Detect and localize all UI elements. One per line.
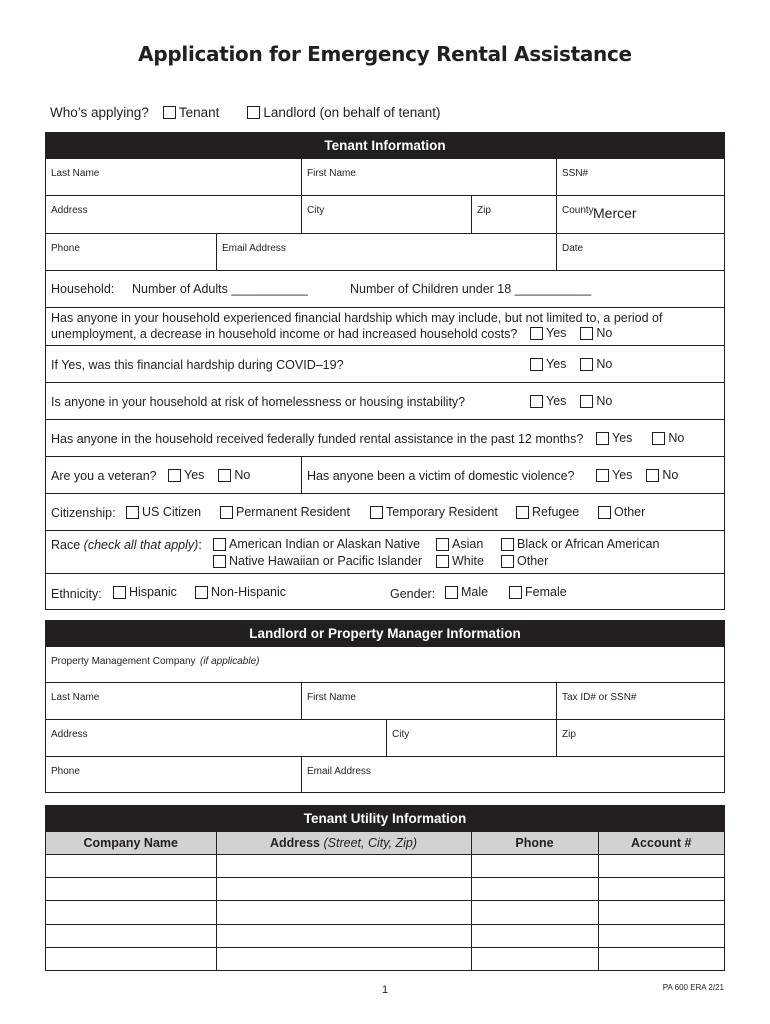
utility-phone-cell[interactable] xyxy=(471,901,598,924)
veteran-yes-checkbox[interactable] xyxy=(168,469,181,482)
hispanic-checkbox[interactable] xyxy=(113,586,126,599)
applicant-type-row xyxy=(50,105,441,120)
landlord-email-label: Email Address xyxy=(307,766,371,777)
citizenship-temporary-resident[interactable] xyxy=(370,505,498,519)
federal-assistance-no-checkbox[interactable] xyxy=(652,432,665,445)
gender-male[interactable] xyxy=(445,585,488,599)
landlord-zip-label: Zip xyxy=(562,729,576,740)
utility-account-cell[interactable] xyxy=(598,855,724,878)
federal-assistance-yes-label: Yes xyxy=(612,431,633,445)
domestic-violence-question: Has anyone been a victim of domestic violence? xyxy=(307,469,575,483)
race-other-label: Other xyxy=(517,554,549,568)
covid-row xyxy=(46,345,724,382)
female-label: Female xyxy=(525,585,567,599)
citizenship-permanent-resident[interactable] xyxy=(220,505,350,519)
table-row xyxy=(46,947,724,970)
hawaiian-checkbox[interactable] xyxy=(213,555,226,568)
tenant-information-section xyxy=(45,132,725,610)
utility-phone-cell[interactable] xyxy=(471,878,598,901)
landlord-last-name-field[interactable] xyxy=(46,683,301,719)
utility-address-cell[interactable] xyxy=(216,855,471,878)
landlord-address-label: Address xyxy=(51,729,88,740)
utility-company-cell[interactable] xyxy=(46,878,216,901)
property-management-row xyxy=(46,646,724,682)
homelessness-risk-row xyxy=(46,382,724,419)
column-address-note: (Street, City, Zip) xyxy=(323,836,418,850)
tenant-county-field[interactable] xyxy=(556,196,724,233)
utility-address-cell[interactable] xyxy=(216,924,471,947)
domestic-violence-yes-checkbox[interactable] xyxy=(596,469,609,482)
race-american-indian[interactable] xyxy=(213,537,420,551)
tenant-name-row xyxy=(46,158,724,195)
utility-company-cell[interactable] xyxy=(46,855,216,878)
federal-assistance-yes[interactable] xyxy=(596,431,632,445)
landlord-option-label: Landlord (on behalf of tenant) xyxy=(263,105,441,120)
tenant-contact-row xyxy=(46,233,724,270)
black-label: Black or African American xyxy=(517,537,660,551)
household-label: Household: xyxy=(51,282,115,296)
non-hispanic-label: Non-Hispanic xyxy=(211,585,287,599)
homelessness-risk-yes-checkbox[interactable] xyxy=(530,395,543,408)
financial-hardship-no-checkbox[interactable] xyxy=(580,327,593,340)
utility-address-cell[interactable] xyxy=(216,947,471,970)
domestic-violence-options xyxy=(596,468,678,482)
citizenship-other[interactable] xyxy=(598,505,645,519)
tenant-last-name-field[interactable] xyxy=(46,159,301,195)
federal-assistance-yes-checkbox[interactable] xyxy=(596,432,609,445)
utility-company-cell[interactable] xyxy=(46,947,216,970)
male-checkbox[interactable] xyxy=(445,586,458,599)
household-row xyxy=(46,270,724,307)
citizenship-us-citizen[interactable] xyxy=(126,505,201,519)
landlord-tax-id-field[interactable] xyxy=(556,683,724,719)
table-row xyxy=(46,924,724,947)
gender-label: Gender: xyxy=(390,587,436,601)
tenant-address-row xyxy=(46,195,724,233)
citizenship-row xyxy=(46,493,724,530)
tenant-city-label: City xyxy=(307,205,325,216)
landlord-option[interactable] xyxy=(247,105,440,120)
utility-table-header-row xyxy=(46,832,724,855)
column-company-name: Company Name xyxy=(46,832,216,855)
white-label: White xyxy=(452,554,484,568)
race-asian[interactable] xyxy=(436,537,483,551)
american-indian-label: American Indian or Alaskan Native xyxy=(229,537,421,551)
tenant-email-field[interactable] xyxy=(216,234,556,270)
domestic-violence-no-label: No xyxy=(662,468,679,482)
tenant-county-label: County xyxy=(562,205,594,216)
utility-company-cell[interactable] xyxy=(46,901,216,924)
homelessness-risk-no-checkbox[interactable] xyxy=(580,395,593,408)
domestic-violence-yes-label: Yes xyxy=(612,468,633,482)
tenant-utility-section xyxy=(45,805,725,971)
column-phone: Phone xyxy=(471,832,598,855)
covid-no-checkbox[interactable] xyxy=(580,358,593,371)
tenant-zip-field[interactable] xyxy=(471,196,556,233)
tenant-last-name-label: Last Name xyxy=(51,168,100,179)
landlord-email-field[interactable] xyxy=(301,757,724,792)
federal-assistance-row xyxy=(46,419,724,456)
tenant-option-label: Tenant xyxy=(178,105,220,120)
covid-options xyxy=(530,357,618,371)
table-row xyxy=(46,901,724,924)
veteran-question: Are you a veteran? xyxy=(51,469,157,483)
federal-assistance-options xyxy=(596,431,690,445)
tenant-utility-header: Tenant Utility Information xyxy=(46,806,724,831)
race-label-colon: : xyxy=(198,538,202,552)
tenant-option[interactable] xyxy=(163,105,220,120)
column-address xyxy=(216,832,471,855)
homelessness-risk-no-label: No xyxy=(596,394,613,408)
landlord-information-header: Landlord or Property Manager Information xyxy=(46,621,724,646)
race-label-group xyxy=(51,538,202,552)
refugee-label: Refugee xyxy=(532,505,580,519)
utility-account-cell[interactable] xyxy=(598,947,724,970)
landlord-information-section xyxy=(45,620,725,793)
homelessness-risk-options xyxy=(530,394,618,408)
homelessness-risk-question: Is anyone in your household at risk of homelessness or housing instability? xyxy=(51,395,466,409)
american-indian-checkbox[interactable] xyxy=(213,538,226,551)
landlord-checkbox[interactable] xyxy=(247,106,260,119)
column-account: Account # xyxy=(598,832,724,855)
female-checkbox[interactable] xyxy=(509,586,522,599)
white-checkbox[interactable] xyxy=(436,555,449,568)
veteran-yes[interactable] xyxy=(168,468,204,482)
landlord-contact-row xyxy=(46,756,724,792)
landlord-city-field[interactable] xyxy=(386,720,556,756)
ethnicity-hispanic[interactable] xyxy=(113,585,177,599)
covid-no-label: No xyxy=(596,357,613,371)
male-label: Male xyxy=(461,585,489,599)
temporary-resident-label: Temporary Resident xyxy=(386,505,498,519)
veteran-cell xyxy=(46,457,301,493)
hispanic-label: Hispanic xyxy=(129,585,177,599)
utility-phone-cell[interactable] xyxy=(471,924,598,947)
homelessness-risk-yes[interactable] xyxy=(530,394,566,408)
race-note: (check all that apply) xyxy=(83,538,199,552)
federal-assistance-no-label: No xyxy=(668,431,685,445)
utility-account-cell[interactable] xyxy=(598,901,724,924)
property-management-company-label: Property Management Company xyxy=(51,656,196,667)
utility-address-cell[interactable] xyxy=(216,878,471,901)
gender-female[interactable] xyxy=(509,585,567,599)
veteran-no[interactable] xyxy=(218,468,250,482)
tenant-date-label: Date xyxy=(562,243,584,254)
race-other[interactable] xyxy=(501,554,548,568)
asian-label: Asian xyxy=(452,537,484,551)
ethnicity-label: Ethnicity: xyxy=(51,587,102,601)
utility-phone-cell[interactable] xyxy=(471,947,598,970)
landlord-first-name-field[interactable] xyxy=(301,683,556,719)
landlord-name-row xyxy=(46,682,724,719)
financial-hardship-no[interactable] xyxy=(580,326,612,340)
permanent-resident-label: Permanent Resident xyxy=(236,505,350,519)
table-row xyxy=(46,855,724,878)
citizenship-refugee[interactable] xyxy=(516,505,579,519)
veteran-no-checkbox[interactable] xyxy=(218,469,231,482)
veteran-no-label: No xyxy=(234,468,251,482)
landlord-zip-field[interactable] xyxy=(556,720,724,756)
financial-hardship-question-line2: unemployment, a decrease in household income or had increased household costs? xyxy=(51,327,518,341)
page-title: Application for Emergency Rental Assistance xyxy=(138,42,632,66)
utility-company-cell[interactable] xyxy=(46,924,216,947)
ethnicity-gender-row xyxy=(46,573,724,609)
financial-hardship-yes-label: Yes xyxy=(546,326,567,340)
black-checkbox[interactable] xyxy=(501,538,514,551)
permanent-resident-checkbox[interactable] xyxy=(220,506,233,519)
us-citizen-label: US Citizen xyxy=(142,505,202,519)
hawaiian-label: Native Hawaiian or Pacific Islander xyxy=(229,554,423,568)
temporary-resident-checkbox[interactable] xyxy=(370,506,383,519)
domestic-violence-cell xyxy=(301,457,724,493)
tenant-address-field[interactable] xyxy=(46,196,301,233)
asian-checkbox[interactable] xyxy=(436,538,449,551)
domestic-violence-no-checkbox[interactable] xyxy=(646,469,659,482)
federal-assistance-no[interactable] xyxy=(652,431,684,445)
homelessness-risk-no[interactable] xyxy=(580,394,612,408)
tenant-county-value: Mercer xyxy=(593,205,637,221)
landlord-phone-field[interactable] xyxy=(46,757,301,792)
utility-phone-cell[interactable] xyxy=(471,855,598,878)
non-hispanic-checkbox[interactable] xyxy=(195,586,208,599)
property-management-company-note: (if applicable) xyxy=(199,656,260,667)
tenant-checkbox[interactable] xyxy=(163,106,176,119)
race-row xyxy=(46,530,724,573)
covid-yes-label: Yes xyxy=(546,357,567,371)
landlord-city-label: City xyxy=(392,729,410,740)
race-white[interactable] xyxy=(436,554,484,568)
citizenship-other-checkbox[interactable] xyxy=(598,506,611,519)
table-row xyxy=(46,878,724,901)
financial-hardship-row xyxy=(46,307,724,345)
federal-assistance-question: Has anyone in the household received federally funded rental assistance in the past 12 months? xyxy=(51,432,584,446)
financial-hardship-options xyxy=(530,326,618,340)
utility-account-cell[interactable] xyxy=(598,924,724,947)
veteran-options xyxy=(168,468,250,482)
column-address-label: Address xyxy=(269,836,320,850)
tenant-first-name-label: First Name xyxy=(307,168,356,179)
veteran-yes-label: Yes xyxy=(184,468,205,482)
citizenship-other-label: Other xyxy=(614,505,646,519)
applicant-type-question: Who’s applying? xyxy=(50,105,149,120)
covid-no[interactable] xyxy=(580,357,612,371)
covid-question: If Yes, was this financial hardship during COVID–19? xyxy=(51,358,344,372)
race-label: Race xyxy=(51,538,81,552)
property-management-company-field[interactable] xyxy=(46,647,724,682)
landlord-address-row xyxy=(46,719,724,756)
citizenship-label: Citizenship: xyxy=(51,506,116,520)
landlord-first-name-label: First Name xyxy=(307,692,356,703)
page-number: 1 xyxy=(381,984,389,996)
race-black[interactable] xyxy=(501,537,659,551)
landlord-address-field[interactable] xyxy=(46,720,386,756)
covid-yes[interactable] xyxy=(530,357,566,371)
utility-address-cell[interactable] xyxy=(216,901,471,924)
tenant-date-field[interactable] xyxy=(556,234,724,270)
tenant-information-header: Tenant Information xyxy=(46,133,724,158)
landlord-last-name-label: Last Name xyxy=(51,692,100,703)
tenant-address-label: Address xyxy=(51,205,88,216)
tenant-zip-label: Zip xyxy=(477,205,491,216)
tenant-phone-label: Phone xyxy=(51,243,80,254)
ethnicity-non-hispanic[interactable] xyxy=(195,585,286,599)
utility-account-cell[interactable] xyxy=(598,878,724,901)
tenant-city-field[interactable] xyxy=(301,196,471,233)
tenant-ssn-field[interactable] xyxy=(556,159,724,195)
financial-hardship-no-label: No xyxy=(596,326,613,340)
number-of-children-field[interactable]: Number of Children under 18 ___________ xyxy=(350,282,592,296)
form-id: PA 600 ERA 2/21 xyxy=(662,983,724,992)
financial-hardship-question-line1: Has anyone in your household experienced financial hardship which may include, but not limited to, a period of xyxy=(51,311,663,325)
race-hawaiian[interactable] xyxy=(213,554,422,568)
race-other-checkbox[interactable] xyxy=(501,555,514,568)
landlord-tax-id-label: Tax ID# or SSN# xyxy=(562,692,637,703)
us-citizen-checkbox[interactable] xyxy=(126,506,139,519)
tenant-first-name-field[interactable] xyxy=(301,159,556,195)
domestic-violence-no[interactable] xyxy=(646,468,678,482)
refugee-checkbox[interactable] xyxy=(516,506,529,519)
utility-table xyxy=(46,831,724,970)
veteran-domestic-row xyxy=(46,456,724,493)
landlord-phone-label: Phone xyxy=(51,766,80,777)
domestic-violence-yes[interactable] xyxy=(596,468,632,482)
tenant-email-label: Email Address xyxy=(222,243,286,254)
financial-hardship-yes[interactable] xyxy=(530,326,566,340)
tenant-phone-field[interactable] xyxy=(46,234,216,270)
covid-yes-checkbox[interactable] xyxy=(530,358,543,371)
tenant-ssn-label: SSN# xyxy=(562,168,589,179)
financial-hardship-yes-checkbox[interactable] xyxy=(530,327,543,340)
homelessness-risk-yes-label: Yes xyxy=(546,394,567,408)
number-of-adults-field[interactable]: Number of Adults ___________ xyxy=(132,282,308,296)
